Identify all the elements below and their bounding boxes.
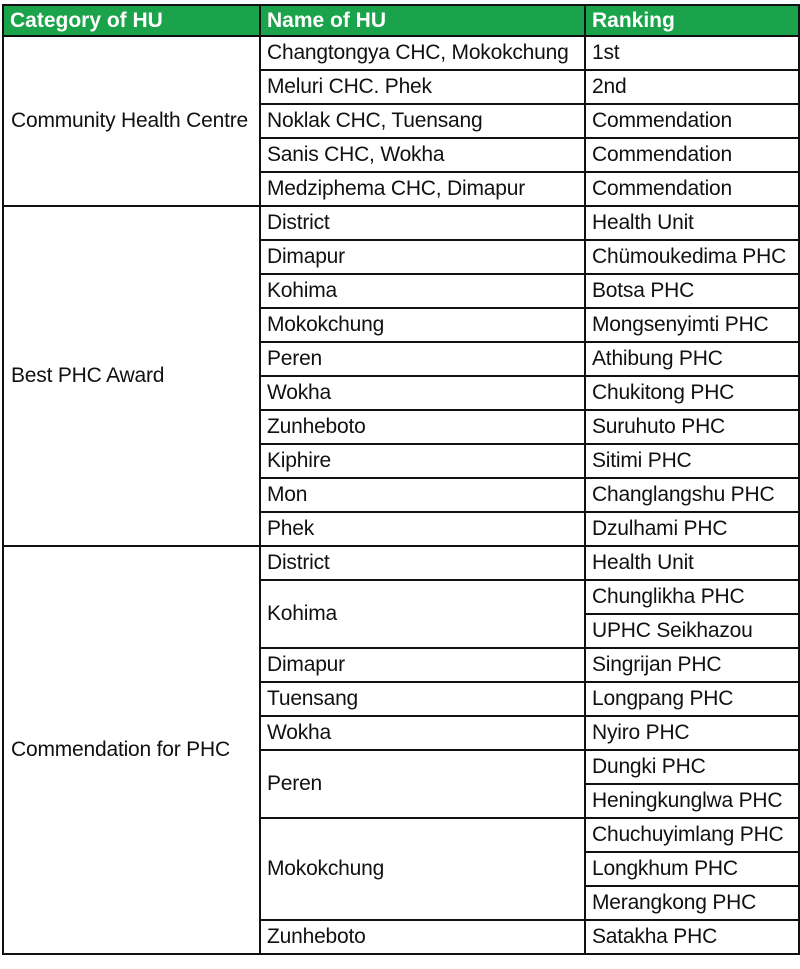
health-unit: Dzulhami PHC [585, 512, 799, 546]
health-unit: Chukitong PHC [585, 376, 799, 410]
health-unit: Heningkunglwa PHC [585, 784, 799, 818]
hu-ranking: Commendation [585, 138, 799, 172]
category-best-phc: Best PHC Award [3, 206, 260, 546]
health-unit: Merangkong PHC [585, 886, 799, 920]
district-name: District [260, 206, 585, 240]
hu-name: Noklak CHC, Tuensang [260, 104, 585, 138]
district-name: Wokha [260, 716, 585, 750]
district-name: Zunheboto [260, 920, 585, 954]
health-unit: Mongsenyimti PHC [585, 308, 799, 342]
category-chc: Community Health Centre [3, 36, 260, 206]
hu-ranking: 2nd [585, 70, 799, 104]
health-unit: Health Unit [585, 206, 799, 240]
header-category: Category of HU [3, 5, 260, 36]
district-name: Phek [260, 512, 585, 546]
health-unit: Chümoukedima PHC [585, 240, 799, 274]
hu-name: Sanis CHC, Wokha [260, 138, 585, 172]
header-ranking: Ranking [585, 5, 799, 36]
district-name: Wokha [260, 376, 585, 410]
header-name: Name of HU [260, 5, 585, 36]
category-commendation: Commendation for PHC [3, 546, 260, 954]
awards-table [2, 4, 800, 955]
hu-ranking: Commendation [585, 172, 799, 206]
district-name: Peren [260, 750, 585, 818]
district-name: Mokokchung [260, 818, 585, 920]
district-name: Kohima [260, 274, 585, 308]
health-unit: Nyiro PHC [585, 716, 799, 750]
health-unit: Singrijan PHC [585, 648, 799, 682]
health-unit: Changlangshu PHC [585, 478, 799, 512]
hu-ranking: Commendation [585, 104, 799, 138]
hu-ranking: 1st [585, 36, 799, 70]
hu-name: Changtongya CHC, Mokokchung [260, 36, 585, 70]
health-unit: Dungki PHC [585, 750, 799, 784]
health-unit: UPHC Seikhazou [585, 614, 799, 648]
health-unit: Chunglikha PHC [585, 580, 799, 614]
district-name: Kiphire [260, 444, 585, 478]
health-unit-header: Health Unit [585, 546, 799, 580]
hu-name: Meluri CHC. Phek [260, 70, 585, 104]
district-name: Kohima [260, 580, 585, 648]
table-row [3, 206, 799, 240]
table-row [3, 546, 799, 580]
district-name: Peren [260, 342, 585, 376]
hu-name: Medziphema CHC, Dimapur [260, 172, 585, 206]
health-unit: Longkhum PHC [585, 852, 799, 886]
health-unit: Botsa PHC [585, 274, 799, 308]
district-name: Dimapur [260, 240, 585, 274]
health-unit: Chuchuyimlang PHC [585, 818, 799, 852]
header-row [3, 5, 799, 36]
district-name: Zunheboto [260, 410, 585, 444]
health-unit: Longpang PHC [585, 682, 799, 716]
district-name: Dimapur [260, 648, 585, 682]
health-unit: Sitimi PHC [585, 444, 799, 478]
health-unit: Satakha PHC [585, 920, 799, 954]
health-unit: Suruhuto PHC [585, 410, 799, 444]
district-header: District [260, 546, 585, 580]
district-name: Mon [260, 478, 585, 512]
district-name: Mokokchung [260, 308, 585, 342]
district-name: Tuensang [260, 682, 585, 716]
table-row [3, 36, 799, 70]
health-unit: Athibung PHC [585, 342, 799, 376]
